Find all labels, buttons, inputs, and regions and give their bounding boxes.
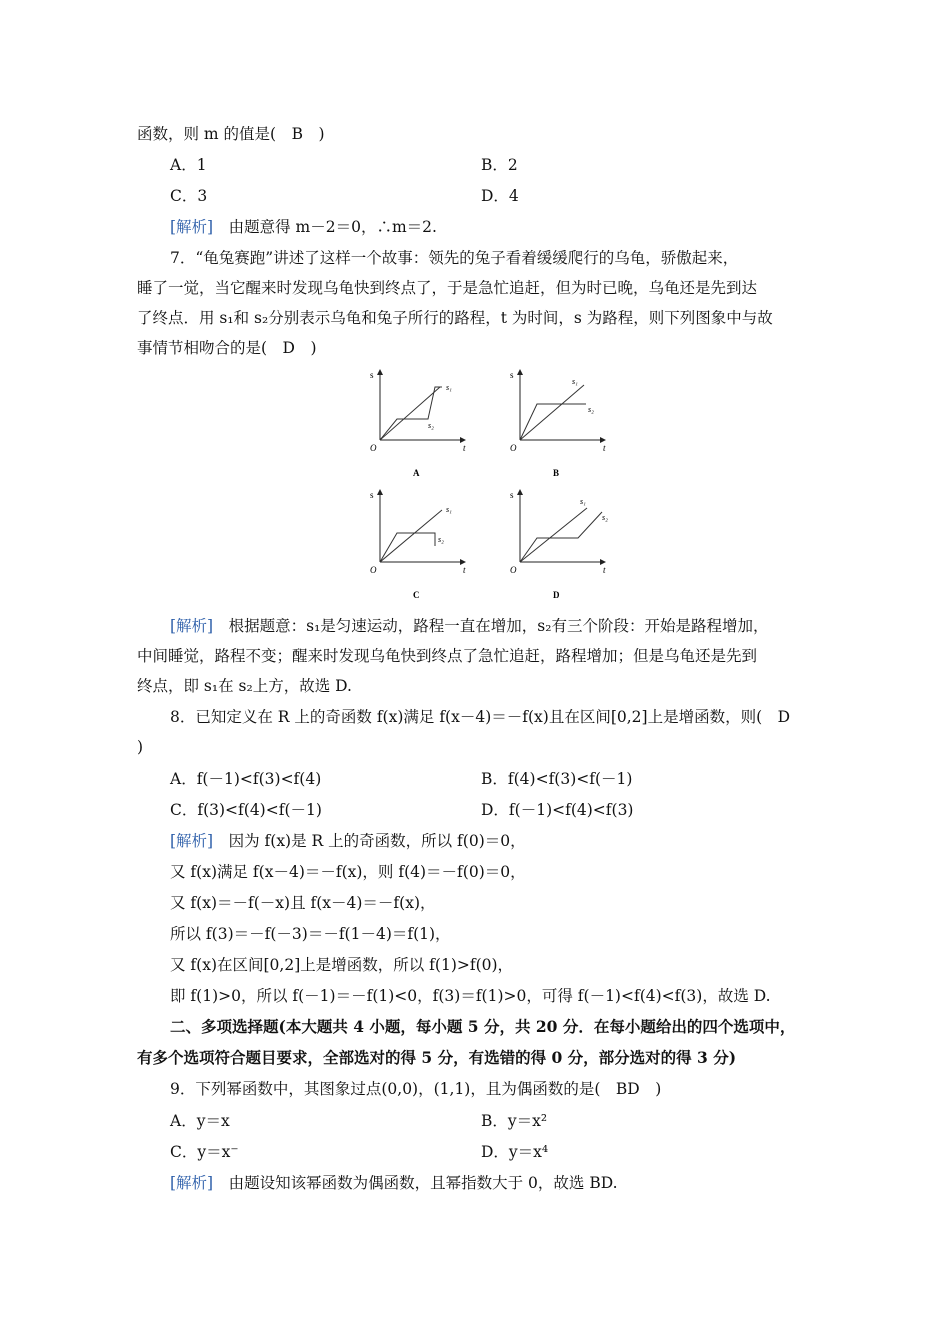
q9-option-d: D．y＝x⁴ [481, 1143, 549, 1161]
q8-analysis-line-2: 又 f(x)满足 f(x－4)＝－f(x)，则 f(4)＝－f(0)＝0， [170, 863, 526, 881]
curve-s1 [380, 387, 440, 440]
axis-s-label: s [510, 370, 514, 380]
q9-option-b: B．y＝x² [481, 1112, 548, 1130]
s2-label: s₂ [428, 421, 434, 430]
q8-analysis-line-4: 所以 f(3)＝－f(－3)＝－f(1－4)＝f(1)， [170, 925, 451, 943]
q6-analysis [170, 216, 437, 238]
q6-option-d: D．4 [481, 187, 519, 205]
q9-analysis [170, 1172, 618, 1194]
graph-b-label: B [553, 468, 560, 478]
s1-label: s₁ [446, 505, 452, 514]
origin-label: O [510, 443, 517, 453]
axis-t-label: t [463, 565, 466, 575]
s1-label: s₁ [572, 377, 578, 386]
q7-figures [360, 360, 620, 605]
q7-stem-line-4: 事情节相吻合的是( D ) [137, 339, 317, 357]
q8-analysis-line-5: 又 f(x)在区间[0,2]上是增函数，所以 f(1)>f(0)， [170, 956, 514, 974]
q8-option-b: B．f(4)<f(3)<f(－1) [481, 770, 633, 788]
s2-label: s₂ [588, 405, 594, 414]
axis-s-label: s [370, 370, 374, 380]
q8-option-d: D．f(－1)<f(4)<f(3) [481, 801, 634, 819]
graph-d [510, 490, 608, 600]
curve-s1 [520, 385, 584, 440]
axis-t-label: t [463, 443, 466, 453]
analysis-tag: [解析] [170, 1174, 214, 1192]
axis-s-label: s [370, 490, 374, 500]
q7-analysis-text-1: 根据题意：s₁是匀速运动，路程一直在增加，s₂有三个阶段：开始是路程增加， [213, 617, 769, 635]
axis-s-label: s [510, 490, 514, 500]
graph-a [370, 370, 466, 478]
graph-a-label: A [413, 468, 420, 478]
q7-stem-line-1: 7．“龟兔赛跑”讲述了这样一个故事：领先的兔子看着缓缓爬行的乌龟，骄傲起来， [170, 249, 739, 267]
graph-b [510, 370, 606, 478]
q6-stem-tail: 函数，则 m 的值是( B ) [137, 125, 325, 143]
q8-stem-line-1: 8．已知定义在 R 上的奇函数 f(x)满足 f(x－4)＝－f(x)且在区间[0,2]上是增函数，则( D [170, 708, 791, 726]
q9-option-c: C．y＝x⁻ [170, 1143, 239, 1161]
graph-c [370, 490, 466, 600]
origin-label: O [510, 565, 517, 575]
s1-label: s₁ [446, 383, 452, 392]
axis-t-label: t [603, 565, 606, 575]
s1-label: s₁ [580, 497, 586, 506]
q8-stem-line-2: ) [137, 738, 144, 756]
q8-analysis-line-6: 即 f(1)>0，所以 f(－1)＝－f(1)<0，f(3)＝f(1)>0，可得 f(－1)<f(4)<f(3)，故选 D. [170, 987, 771, 1005]
axis-t-label: t [603, 443, 606, 453]
q8-analysis-line-1 [170, 830, 526, 852]
curve-s1 [380, 510, 442, 562]
q8-option-c: C．f(3)<f(4)<f(－1) [170, 801, 322, 819]
curve-s2 [380, 533, 435, 562]
q6-option-b: B．2 [481, 156, 518, 174]
q6-option-a: A．1 [170, 156, 207, 174]
graph-c-label: C [413, 590, 420, 600]
graph-d-label: D [553, 590, 560, 600]
q7-stem-line-3: 了终点．用 s₁和 s₂分别表示乌龟和兔子所行的路程，t 为时间，s 为路程，则下列图象中与故 [137, 309, 773, 327]
s2-label: s₂ [438, 535, 444, 544]
q8-option-a: A．f(－1)<f(3)<f(4) [170, 770, 322, 788]
origin-label: O [370, 565, 377, 575]
q9-option-a: A．y＝x [170, 1112, 230, 1130]
q6-option-c: C．3 [170, 187, 208, 205]
curve-s2 [520, 404, 586, 440]
q8-analysis-line-3: 又 f(x)＝－f(－x)且 f(x－4)＝－f(x)， [170, 894, 436, 912]
section-2-heading-line-1: 二、多项选择题(本大题共 4 小题，每小题 5 分，共 20 分．在每小题给出的四个选项中， [170, 1017, 796, 1036]
analysis-tag: [解析] [170, 832, 214, 850]
curve-s1 [520, 508, 587, 562]
analysis-tag: [解析] [170, 218, 214, 236]
q7-stem-line-2: 睡了一觉，当它醒来时发现乌龟快到终点了，于是急忙追赶，但为时已晚，乌龟还是先到达 [137, 279, 758, 297]
curve-s2 [520, 512, 602, 562]
q8-analysis-text-1: 因为 f(x)是 R 上的奇函数，所以 f(0)＝0， [213, 832, 526, 850]
q9-stem: 9．下列幂函数中，其图象过点(0,0)，(1,1)，且为偶函数的是( BD ) [170, 1080, 662, 1098]
q7-analysis-line-3: 终点，即 s₁在 s₂上方，故选 D. [137, 677, 352, 695]
q6-analysis-text: 由题意得 m－2＝0，∴m＝2. [213, 218, 437, 236]
s2-label: s₂ [602, 513, 608, 522]
q9-analysis-text: 由题设知该幂函数为偶函数，且幂指数大于 0，故选 BD. [213, 1174, 618, 1192]
section-2-heading-line-2: 有多个选项符合题目要求，全部选对的得 5 分，有选错的得 0 分，部分选对的得 3 分) [137, 1048, 737, 1067]
analysis-tag: [解析] [170, 617, 214, 635]
origin-label: O [370, 443, 377, 453]
q7-analysis-line-1 [170, 615, 768, 637]
q7-analysis-line-2: 中间睡觉，路程不变；醒来时发现乌龟快到终点了急忙追赶，路程增加；但是乌龟还是先到 [137, 647, 758, 665]
